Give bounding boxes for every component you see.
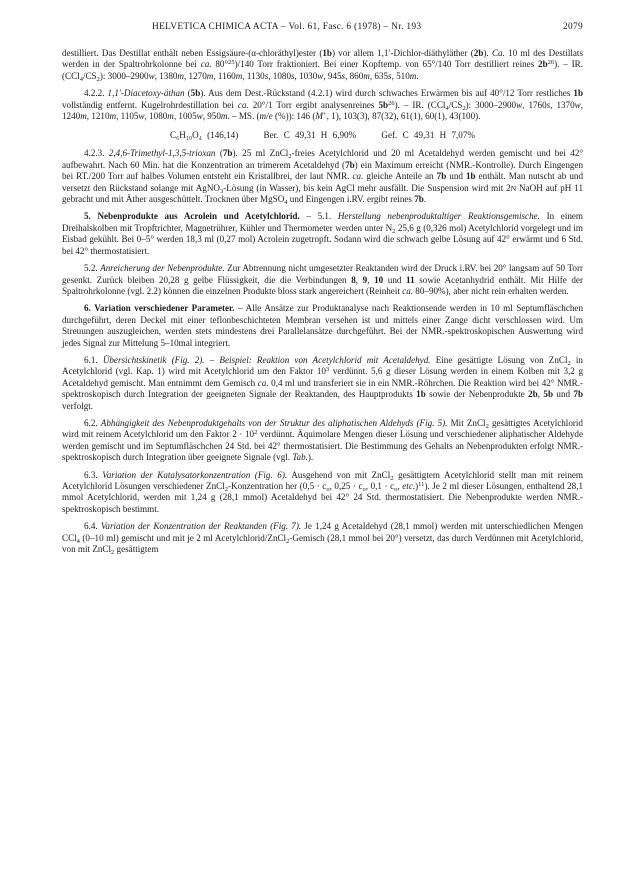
paragraph-6-2: 6.2. Abhängigkeit des Nebenproduktgehalts von der Struktur des aliphatischen Aldehyds (Fig. 5). Mit ZnCl$_2$ gesättigtes Acetylchlorid wird mit reinem Acetylchlorid um den Faktor $2 \cdot 10^2$ verdünnt. Äquimolare Mengen dieser Lösung und verschiedener aliphatischer Aldehyde werden gemischt und im Septumfläschchen 24 Std. bei 42° thermostatisiert. Die Bestimmung des Gehalts an Nebenprodukten erfolgt NMR.-spektroskopisch durch Integration über geeignete Signale (vgl. Tab.). <box>62 417 583 463</box>
paragraph-section-5: 5. Nebenprodukte aus Acrolein und Acetylchlorid. – 5.1. Herstellung nebenproduktaltiger Reaktionsgemische. In einem Dreihalskolben mit Tropftrichter, Magnetrührer, Kühler und Thermometer werden unter $N_2$ 25,6 g (0,326 mol) Acetylchlorid vorgelegt und im Eisbad gekühlt. Bei 0–5° werden 18,3 ml (0,27 mol) Acrolein zugetropft. Sodann wird die schwach gelbe Lösung auf 42° erwärmt und 6 Std. bei 42° thermostatisiert. <box>62 211 583 256</box>
paragraph-5-2: 5.2. Anreicherung der Nebenprodukte. Zur Abtrennung nicht umgesetzter Reaktanden wird der Druck i.RV. bei 20° langsam auf 50 Torr gesenkt. Zurück bleiben 20,28 g gelbe Flüssigkeit, die die Verbindungen 8, 9, 10 und 11 sowie Acetanhydrid enthält. Mit Hilfe der Spaltrohrkolonne (vgl. 2.2) können die einzelnen Produkte bloss stark angereichert (Reinheit ca. 80–90%), aber nicht rein erhalten werden. <box>62 263 584 296</box>
paragraph-4-2-3: 4.2.3. 2,4,6-Trimethyl-1,3,5-trioxan (7b). 25 ml ZnCl$_2$-freies Acetylchlorid und 20 ml Acetaldehyd werden gemischt und bei 42° aufbewahrt. Nach 60 Min. hat die Konzentration an trimerem Acetaldehyd (7b) ein Maximum erreicht (NMR.-Kontrolle). Durch Eingengen bei RT./200 Torr auf halbes Volumen entsteht ein Kristallbrei, der laut NMR. ca. gleiche Anteile an 7b und 1b enthält. Man nutscht ab und versetzt den Rückstand solange mit AgNO$_3$-Lösung (in Wasser), bis kein AgCl mehr ausfällt. Die Suspension wird mit 2N NaOH auf pH 11 gebracht und mit Äther ausgeschüttelt. Trocknen über MgSO$_4$ und Eingengen i.RV. ergibt reines 7b. <box>62 148 584 207</box>
found-values: Gef. C 49,31 H 7,07% <box>381 130 475 141</box>
molecular-formula: C₆H₁₀O₄ (146,14) <box>170 130 239 141</box>
paragraph-6-4: 6.4. Variation der Konzentration der Reaktanden (Fig. 7). Je 1,24 g Acetaldehyd (28,1 mmol) werden mit unterschiedlichen Mengen CCl$_4$ (0–10 ml) gemischt und mit je 2 ml Acetylchlorid/ZnCl$_2$-Gemisch (28,1 mmol bei 20°) versetzt, das durch Verdünnen mit Acetylchlorid, von mit ZnCl$_2$ gesättigtem <box>62 521 583 557</box>
paragraph-6-3: 6.3. Variation der Katalysatorkonzentration (Fig. 6). Ausgehend von mit ZnCl$_2$ gesättigtem Acetylchlorid stellt man mit reinem Acetylchlorid Lösungen verschiedener ZnCl$_2$-Konzentration her ($0,5 \cdot c_o$, $0,25 \cdot c_o$, $0,1 \cdot c_o$, etc.)$^{11}$). Je 2 ml dieser Lösungen, enthaltend 28,1 mmol Acetylchlorid, werden mit 1,24 g (28,1 mmol) Acetaldehyd bei 42° 24 Std. thermostatisiert. Die Nebenprodukte werden NMR.-spektroskopisch bestimmt. <box>62 469 584 514</box>
running-header <box>62 22 583 36</box>
document-page <box>62 22 583 555</box>
paragraph-4-2-2: 4.2.2. 1,1′-Diacetoxy-äthan (5b). Aus dem Dest.-Rückstand (4.2.1) wird durch schwaches Erwärmen bis auf 40°/12 Torr restliches 1b vollständig entfernt. Kugelrohrdestillation bei ca. 20°/1 Torr ergibt analysenreines $5b^{26}$). – IR. $(CCl_4/CS_2)$: 3000–2900w, 1760s, 1370w, 1240m, 1210m, 1105w, 1080m, 1005w, 950m. – MS. (m/e (%)): 146 (M+, 1), 103(3), 87(32), 61(1), 60(1), 43(100). <box>62 88 584 122</box>
journal-header: HELVETICA CHIMICA ACTA – Vol. 61, Fasc. 6 (1978) – Nr. 193 <box>152 22 422 32</box>
paragraph-section-6: 6. Variation verschiedener Parameter. – Alle Ansätze zur Produktanalyse nach Reaktionsende werden in 10 ml Septumfläschchen durchgeführt, deren Deckel mit einer teflonbeschichteten Membran versehen ist und mittels einer Zange dicht verschlossen wird. Um Streuungen auszugleichen, werden stets mindestens drei Parallelansätze durchgeführt. Bei der NMR.-spektroskopischen Auswertung wird jedes Signal zur Mittelung 5–10mal integriert. <box>62 303 583 348</box>
calculated-values: Ber. C 49,31 H 6,90% <box>263 130 357 141</box>
page-number: 2079 <box>563 22 583 32</box>
elemental-analysis <box>62 129 583 141</box>
paragraph-distillation: destilliert. Das Destillat enthält neben Essigsäure-(α-chloräthyl)ester (1b) vor allem 1,1′-Dichlor-diäthyläther (2b). Ca. 10 ml des Destillats werden in der Spaltrohrkolonne bei ca. 80°$^{25}$)/140 Torr fraktioniert. Bei einer Kopftemp. von 65°/140 Torr destilliert reines $2b^{26}$). – IR. $(CCl_4/CS_2)$: 3000–2900w, 1380m, 1270m, 1160m, 1130s, 1080s, 1030w, 945s, 860m, 635s, 510m. <box>62 48 583 83</box>
paragraph-6-1: 6.1. Übersichtskinetik (Fig. 2). – Beispiel: Reaktion von Acetylchlorid mit Acetaldehyd. Eine gesättigte Lösung von ZnCl$_2$ in Acetylchlorid (vgl. Kap. 1) wird mit Acetylchlorid um den Faktor $10^3$ verdünnt. 5,6 g dieser Lösung werden in einem Kolben mit 3,2 g Acetaldehyd gemischt. Man entnimmt dem Gemisch ca. 0,4 ml und transferiert sie in ein NMR.-Röhrchen. Die Reaktion wird bei 42° NMR.-spektroskopisch durch Integration der geeigneten Signale der Reaktanden, des Hauptprodukts 1b sowie der Nebenprodukte 2b, 5b und 7b verfolgt. <box>62 354 584 411</box>
